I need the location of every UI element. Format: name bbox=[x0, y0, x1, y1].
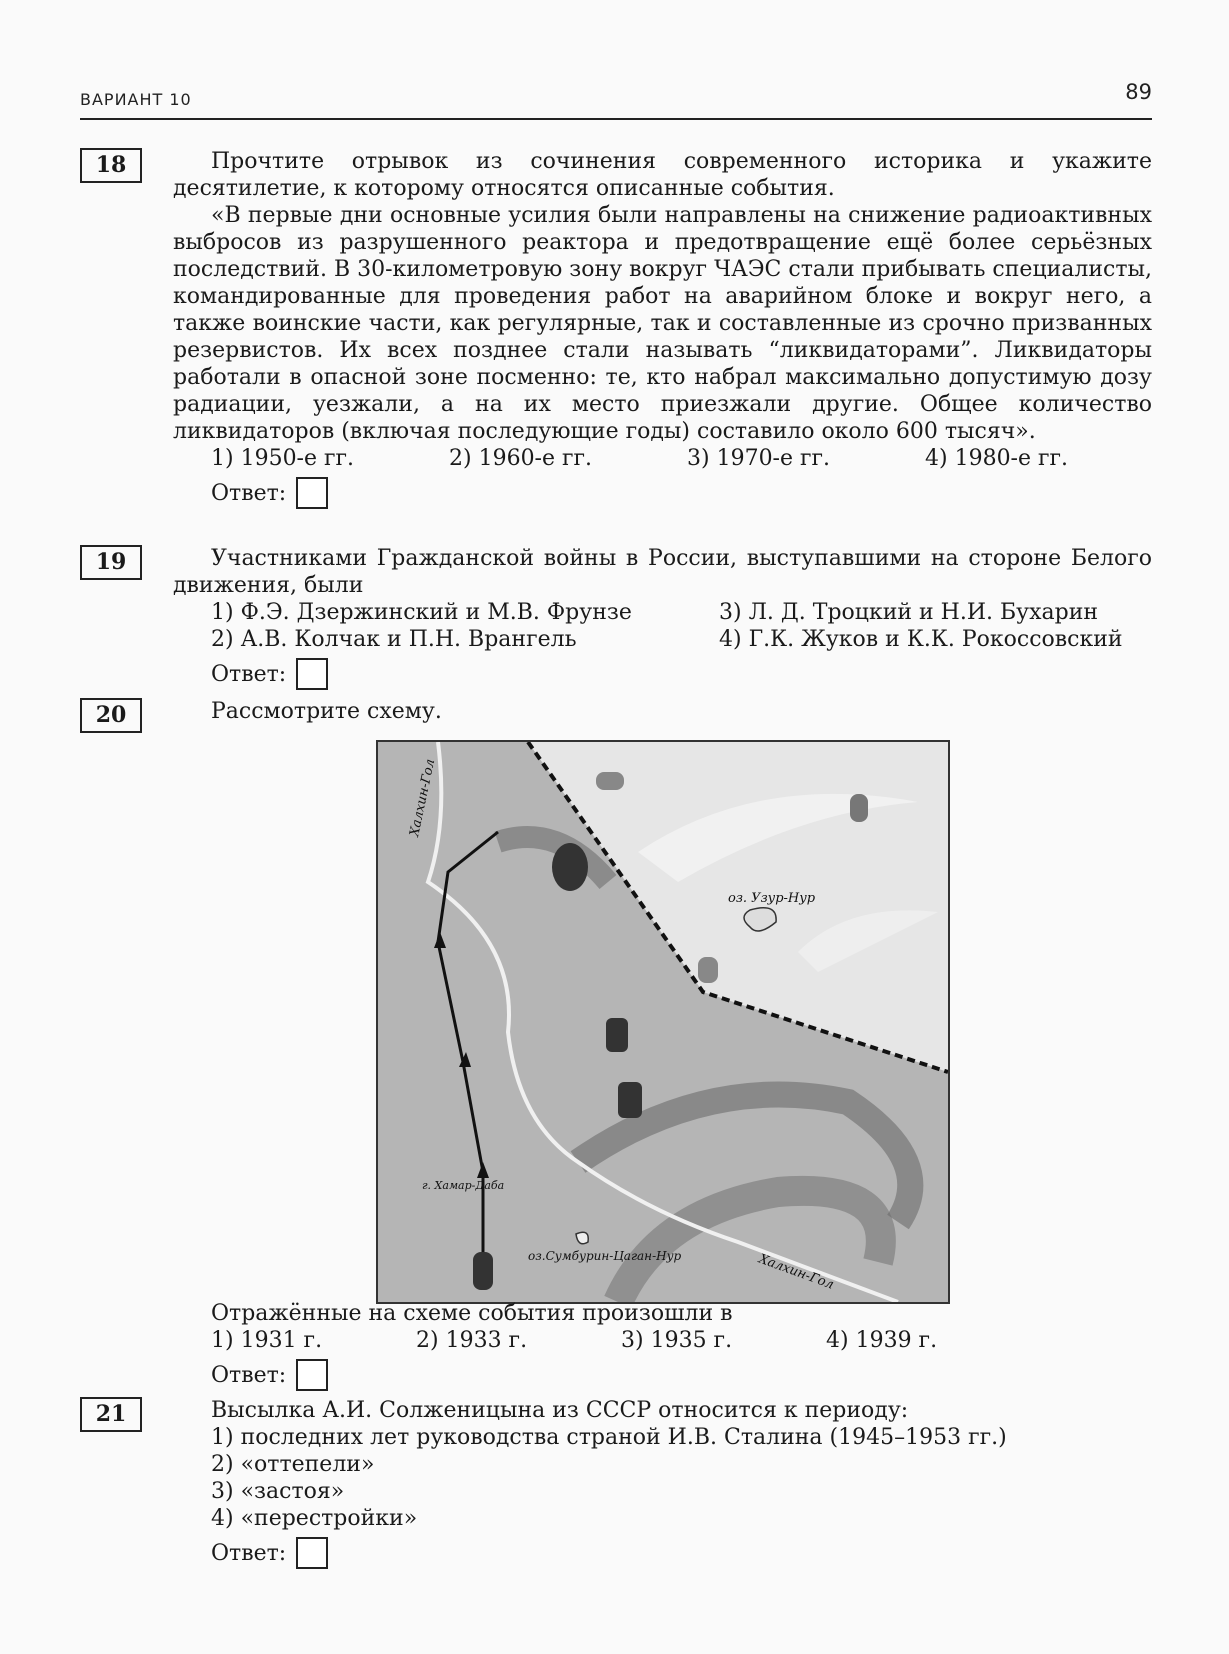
answer-box[interactable] bbox=[296, 658, 328, 690]
answer-box[interactable] bbox=[296, 1537, 328, 1569]
task-question: Отражённые на схеме события произошли в bbox=[211, 1301, 733, 1326]
map-label-river-bottom: Халхин-Гол bbox=[756, 1251, 836, 1293]
task-number: 18 bbox=[80, 148, 142, 183]
option: 4) Г.К. Жуков и К.К. Рокоссовский bbox=[719, 627, 1123, 652]
task-number: 19 bbox=[80, 545, 142, 580]
answer-row bbox=[211, 478, 1152, 508]
task-body bbox=[173, 698, 1152, 725]
answer-label: Ответ: bbox=[211, 661, 287, 687]
options-row bbox=[211, 1327, 1152, 1354]
task-prompt: Рассмотрите схему. bbox=[211, 699, 442, 724]
answer-box[interactable] bbox=[296, 477, 328, 509]
task-number: 21 bbox=[80, 1397, 142, 1432]
answer-label: Ответ: bbox=[211, 1362, 287, 1388]
task-prompt: Участниками Гражданской войны в России, выступавшими на стороне Белого движения, были bbox=[173, 546, 1152, 598]
option: 2) А.В. Колчак и П.Н. Врангель bbox=[211, 627, 577, 652]
answer-label: Ответ: bbox=[211, 1540, 287, 1566]
task-body bbox=[173, 545, 1152, 689]
option: 1) Ф.Э. Дзержинский и М.В. Фрунзе bbox=[211, 600, 632, 625]
answer-row bbox=[211, 659, 1152, 689]
task-prompt: Высылка А.И. Солженицына из СССР относится к периоду: bbox=[211, 1398, 909, 1423]
task-prompt: Прочтите отрывок из сочинения современного историка и укажите десятилетие, к которому относятся описанные события. bbox=[173, 149, 1152, 201]
option: 3) 1935 г. bbox=[621, 1328, 733, 1353]
option: 3) «застоя» bbox=[211, 1479, 345, 1504]
answer-box[interactable] bbox=[296, 1359, 328, 1391]
task-body bbox=[173, 1300, 1152, 1390]
option: 2) 1933 г. bbox=[416, 1328, 528, 1353]
option: 4) «перестройки» bbox=[211, 1506, 418, 1531]
map-label-lake-sumbur: оз.Сумбурин-Цаган-Нур bbox=[528, 1249, 682, 1263]
option: 1) 1950-е гг. bbox=[211, 446, 355, 471]
options-row bbox=[211, 599, 1152, 626]
option: 2) 1960-е гг. bbox=[449, 446, 593, 471]
option: 3) Л. Д. Троцкий и Н.И. Бухарин bbox=[719, 600, 1099, 625]
option: 4) 1980-е гг. bbox=[925, 446, 1069, 471]
option: 4) 1939 г. bbox=[826, 1328, 938, 1353]
option: 1) последних лет руководства страной И.В. Сталина (1945–1953 гг.) bbox=[211, 1425, 1007, 1450]
map-label-river-top: Халхин-Гол bbox=[407, 757, 439, 838]
option: 2) «оттепели» bbox=[211, 1452, 375, 1477]
map-label-lake-uzur: оз. Узур-Нур bbox=[728, 891, 816, 906]
option: 3) 1970-е гг. bbox=[687, 446, 831, 471]
task-number: 20 bbox=[80, 698, 142, 733]
answer-row bbox=[211, 1360, 1152, 1390]
answer-label: Ответ: bbox=[211, 480, 287, 506]
task-body bbox=[173, 1397, 1152, 1568]
answer-row bbox=[211, 1538, 1152, 1568]
source-quote: «В первые дни основные усилия были направлены на снижение радиоактивных выбросов из разрушенного реактора и предотвращение ещё более серьёзных последствий. В 30-километровую зону вокруг ЧАЭС стали прибывать специалисты, командированные для проведения работ на аварийном блоке и вокруг него, а также воинские части, как регулярные, так и составленные из срочно призванных резервистов. Их всех позднее стали называть “ликвидаторами”. Ликвидаторы работали в опасной зоне посменно: те, кто набрал максимально допустимую дозу радиации, уезжали, а на их место приезжали другие. Общее количество ликвидаторов (включая последующие годы) составило около 600 тысяч». bbox=[173, 203, 1152, 444]
variant-label: ВАРИАНТ 10 bbox=[80, 90, 192, 109]
option: 1) 1931 г. bbox=[211, 1328, 323, 1353]
battle-map bbox=[376, 740, 950, 1304]
map-label-hamar-daba: г. Хамар-Даба bbox=[422, 1179, 505, 1192]
task-body bbox=[173, 148, 1152, 508]
page-header bbox=[80, 80, 1152, 120]
options-row bbox=[211, 626, 1152, 653]
page-number: 89 bbox=[1125, 80, 1152, 104]
options-row bbox=[211, 445, 1152, 472]
